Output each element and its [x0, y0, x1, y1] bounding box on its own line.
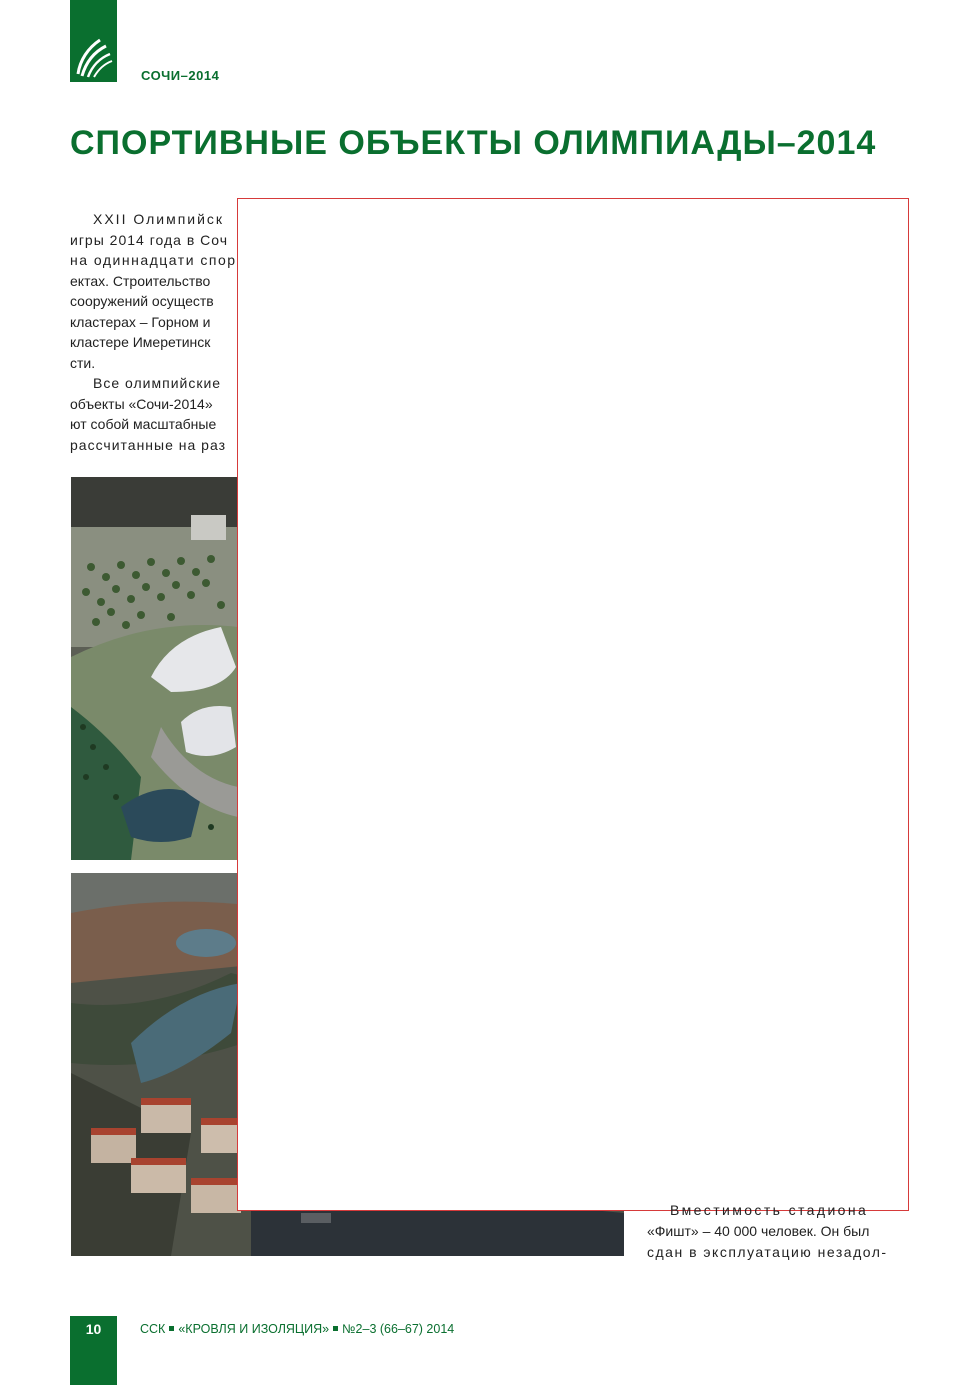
- leaf-swoosh-logo-icon: [70, 0, 117, 82]
- text-line: игры 2014 года в Соч: [70, 231, 229, 248]
- footer-publisher: ССК: [140, 1322, 166, 1336]
- page-title: СПОРТИВНЫЕ ОБЪЕКТЫ ОЛИМПИАДЫ–2014: [70, 124, 877, 162]
- body-text-right: [647, 1200, 912, 1263]
- text-line: объекты «Сочи-2014»: [70, 395, 213, 412]
- text-line: кластерах – Горном и: [70, 313, 211, 330]
- text-line: Все олимпийские: [93, 375, 222, 391]
- aerial-model-photo: [71, 477, 238, 860]
- text-line: рассчитанные на раз: [70, 436, 227, 453]
- text-line: «Фишт» – 40 000 человек. Он был: [647, 1223, 870, 1239]
- footer-publication-line: [140, 1322, 454, 1336]
- blank-overlay-panel: [237, 198, 909, 1211]
- page-number-block: [70, 1316, 117, 1385]
- text-line: сооружений осуществ: [70, 293, 214, 309]
- text-line: на одиннадцати спор: [70, 252, 237, 268]
- footer-magazine: «КРОВЛЯ И ИЗОЛЯЦИЯ»: [178, 1322, 330, 1336]
- text-line: ектах. Строительство: [70, 272, 211, 289]
- body-text-left: [70, 209, 242, 455]
- text-line: ют собой масштабные: [70, 416, 217, 432]
- text-line: Вместимость стадиона: [670, 1202, 869, 1218]
- section-label: СОЧИ–2014: [141, 68, 220, 83]
- separator-square-icon: [169, 1326, 174, 1331]
- page-number: 10: [85, 1321, 102, 1337]
- text-line: XXII Олимпийск: [93, 211, 225, 227]
- footer-issue: №2–3 (66–67) 2014: [342, 1322, 455, 1336]
- text-line: сти.: [70, 354, 96, 371]
- brand-logo: [70, 0, 117, 82]
- text-line: кластере Имеретинск: [70, 334, 211, 350]
- separator-square-icon: [333, 1326, 338, 1331]
- text-line: сдан в эксплуатацию незадол-: [647, 1244, 888, 1260]
